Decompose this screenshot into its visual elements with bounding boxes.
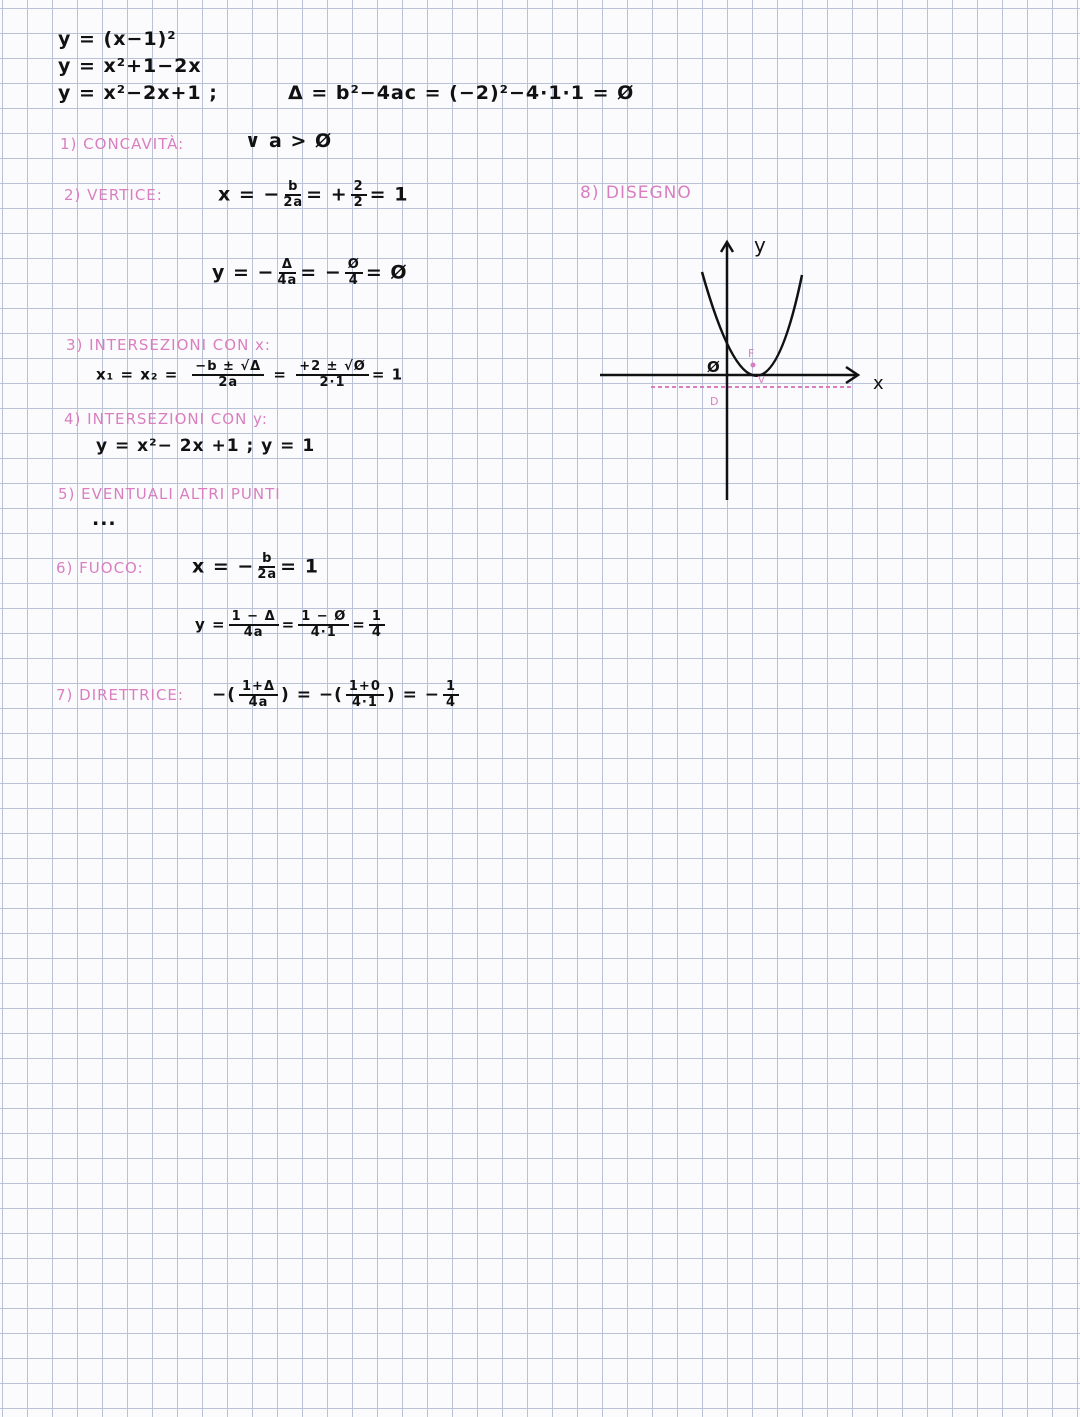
text: = Ø bbox=[365, 261, 408, 284]
text: y = bbox=[195, 615, 226, 634]
section-2-label: 2) VERTICE: bbox=[64, 186, 163, 204]
text: = − bbox=[300, 261, 342, 284]
text: −( bbox=[212, 685, 237, 705]
numerator: 1 − Δ bbox=[229, 610, 279, 626]
text: x₁ = x₂ = bbox=[96, 365, 179, 384]
origin-label: Ø bbox=[707, 358, 720, 376]
text: = 1 bbox=[371, 365, 404, 384]
numerator: 1+Δ bbox=[239, 680, 278, 696]
numerator: 1 bbox=[443, 680, 459, 696]
y-intersection: y = x²− 2x +1 ; y = 1 bbox=[96, 436, 316, 456]
text: x = − bbox=[192, 555, 255, 578]
vertex-label: V bbox=[758, 375, 765, 386]
delta-calculation: Δ = b²−4ac = (−2)²−4·1·1 = Ø bbox=[288, 82, 635, 104]
denominator: 2 bbox=[353, 195, 364, 210]
section-1-label: 1) CONCAVITÀ: bbox=[60, 135, 185, 153]
text: x = − bbox=[218, 183, 281, 206]
denominator: 4 bbox=[371, 625, 382, 640]
focus-point bbox=[751, 363, 756, 368]
numerator: b bbox=[285, 180, 301, 196]
text: = + bbox=[306, 183, 348, 206]
numerator: Ø bbox=[345, 258, 363, 274]
x-axis-label: x bbox=[873, 373, 884, 394]
section-3-label: 3) INTERSEZIONI CON x: bbox=[66, 336, 271, 354]
text: ) = − bbox=[386, 685, 440, 705]
text: = 1 bbox=[280, 555, 319, 578]
denominator: 4a bbox=[243, 625, 264, 640]
denominator: 4 bbox=[348, 273, 359, 288]
equation-line-2: y = x²+1−2x bbox=[58, 55, 202, 77]
focus-label: F bbox=[748, 347, 755, 360]
numerator: b bbox=[259, 552, 275, 568]
y-axis-label: y bbox=[754, 233, 766, 257]
section-7-label: 7) DIRETTRICE: bbox=[56, 686, 184, 704]
denominator: 2a bbox=[218, 375, 239, 390]
numerator: 1+0 bbox=[346, 680, 384, 696]
denominator: 4 bbox=[445, 695, 457, 710]
denominator: 4a bbox=[277, 273, 298, 288]
section-6-label: 6) FUOCO: bbox=[56, 559, 144, 577]
denominator: 4·1 bbox=[310, 625, 337, 640]
numerator: Δ bbox=[279, 258, 296, 274]
text: y = − bbox=[212, 261, 275, 284]
text: = bbox=[352, 615, 366, 634]
equation-line-3: y = x²−2x+1 ; bbox=[58, 82, 218, 104]
numerator: −b ± √Δ bbox=[192, 360, 264, 376]
text: ) = −( bbox=[281, 685, 343, 705]
numerator: 2 bbox=[351, 180, 367, 196]
denominator: 2·1 bbox=[319, 375, 346, 390]
denominator: 2a bbox=[283, 195, 304, 210]
numerator: +2 ± √Ø bbox=[296, 360, 369, 376]
text: = 1 bbox=[369, 183, 409, 206]
text: = bbox=[273, 365, 287, 384]
section-8-label: 8) DISEGNO bbox=[580, 183, 692, 203]
numerator: 1 bbox=[369, 610, 385, 626]
section-5-label: 5) EVENTUALI ALTRI PUNTI bbox=[58, 485, 281, 503]
denominator: 4a bbox=[248, 695, 269, 710]
section-5-value: ... bbox=[92, 508, 117, 530]
denominator: 2a bbox=[257, 567, 278, 582]
directrix-label: D bbox=[710, 395, 719, 408]
numerator: 1 − Ø bbox=[298, 610, 349, 626]
equation-line-1: y = (x−1)² bbox=[58, 28, 177, 50]
denominator: 4·1 bbox=[351, 695, 378, 710]
text: = bbox=[281, 615, 296, 634]
section-1-value: ∨ a > Ø bbox=[245, 130, 333, 152]
section-4-label: 4) INTERSEZIONI CON y: bbox=[64, 410, 268, 428]
